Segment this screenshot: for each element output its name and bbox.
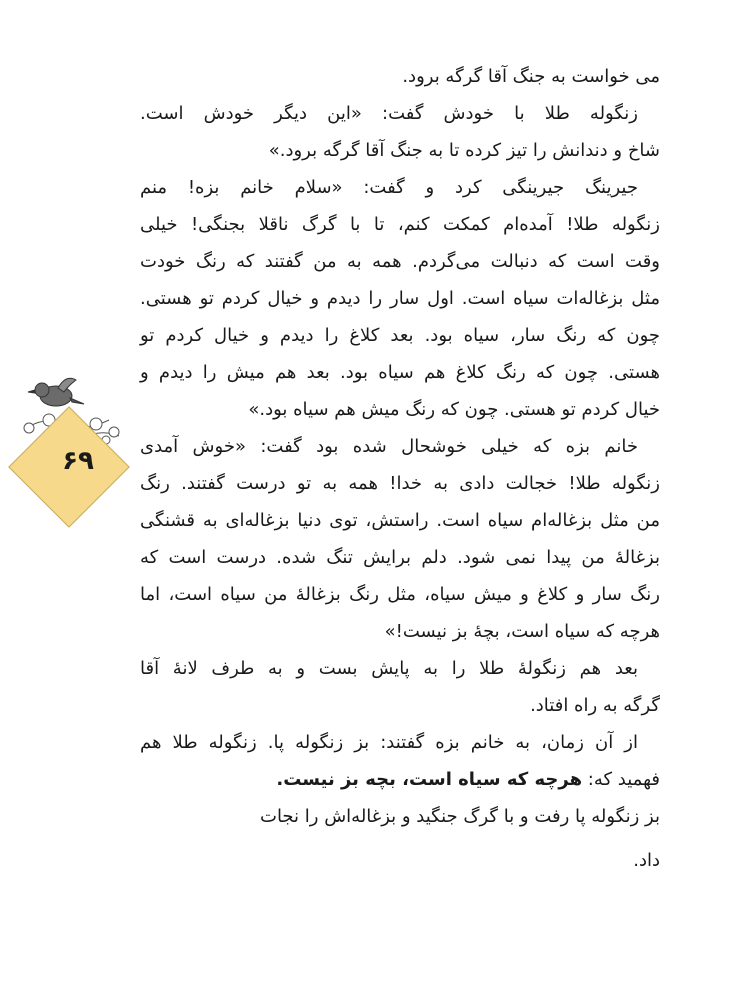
text-line-lead: فهمید که: (582, 769, 660, 790)
text-line: رنگ سار و کلاغ و میش سیاه، مثل رنگ بزغالهٔ من سیاه است، اما (140, 584, 660, 605)
bird-icon (28, 378, 84, 406)
text-line: از آن زمان، به خانم بزه گفتند: بز زنگوله پا. زنگوله طلا هم (140, 732, 638, 753)
text-line: زنگوله طلا با خودش گفت: «این دیگر خودش است. (140, 103, 638, 124)
final-word: داد. (633, 850, 660, 871)
text-line: می خواست به جنگ آقا گرگه برود. (402, 66, 660, 87)
text-line: شاخ و دندانش را تیز کرده تا به جنگ آقا گرگه برود.» (268, 140, 660, 161)
page-number: ۶۹ (62, 446, 94, 476)
moral-text: هرچه که سیاه است، بچه بز نیست. (276, 769, 583, 790)
text-line: هستی. چون که رنگ کلاغ هم سیاه بود. بعد هم میش را دیدم و (140, 362, 660, 383)
text-line: گرگه به راه افتاد. (530, 695, 660, 716)
text-line: جیرینگ جیرینگی کرد و گفت: «سلام خانم بزه! منم (140, 177, 638, 198)
story-text (140, 58, 660, 835)
text-line: زنگوله طلا! آمده‌ام کمکت کنم، تا با گرگ ناقلا بجنگی! خیلی (140, 214, 660, 235)
text-line: بعد هم زنگولهٔ طلا را به پایش بست و به طرف لانهٔ آقا (140, 658, 638, 679)
text-line: بز زنگوله پا رفت و با گرگ جنگید و بزغاله‌اش را نجات (260, 806, 660, 827)
text-line (140, 761, 660, 798)
text-line: خیال کردم تو هستی. چون که رنگ میش هم سیاه بود.» (248, 399, 660, 420)
text-line: وقت است که دنبالت می‌گردم. همه به من گفتند که رنگ خودت (140, 251, 660, 272)
text-line: من مثل بزغاله‌ام سیاه است. راستش، توی دنیا بزغاله‌ای به قشنگی (140, 510, 660, 531)
text-line: چون که رنگ سار، سیاه بود. بعد کلاغ را دیدم و خیال کردم تو (140, 325, 660, 346)
text-line: بزغالهٔ من پیدا نمی شود. دلم برایش تنگ شده. درست است که (140, 547, 660, 568)
text-line: زنگوله طلا! خجالت دادی به خدا! همه به تو درست گفتند. رنگ (140, 473, 660, 494)
text-line: هرچه که سیاه است، بچهٔ بز نیست!» (384, 621, 660, 642)
text-line: خانم بزه که خیلی خوشحال شده بود گفت: «خوش آمدی (140, 436, 638, 457)
text-line: مثل بزغاله‌ات سیاه است. اول سار را دیدم و خیال کردم تو هستی. (140, 288, 660, 309)
